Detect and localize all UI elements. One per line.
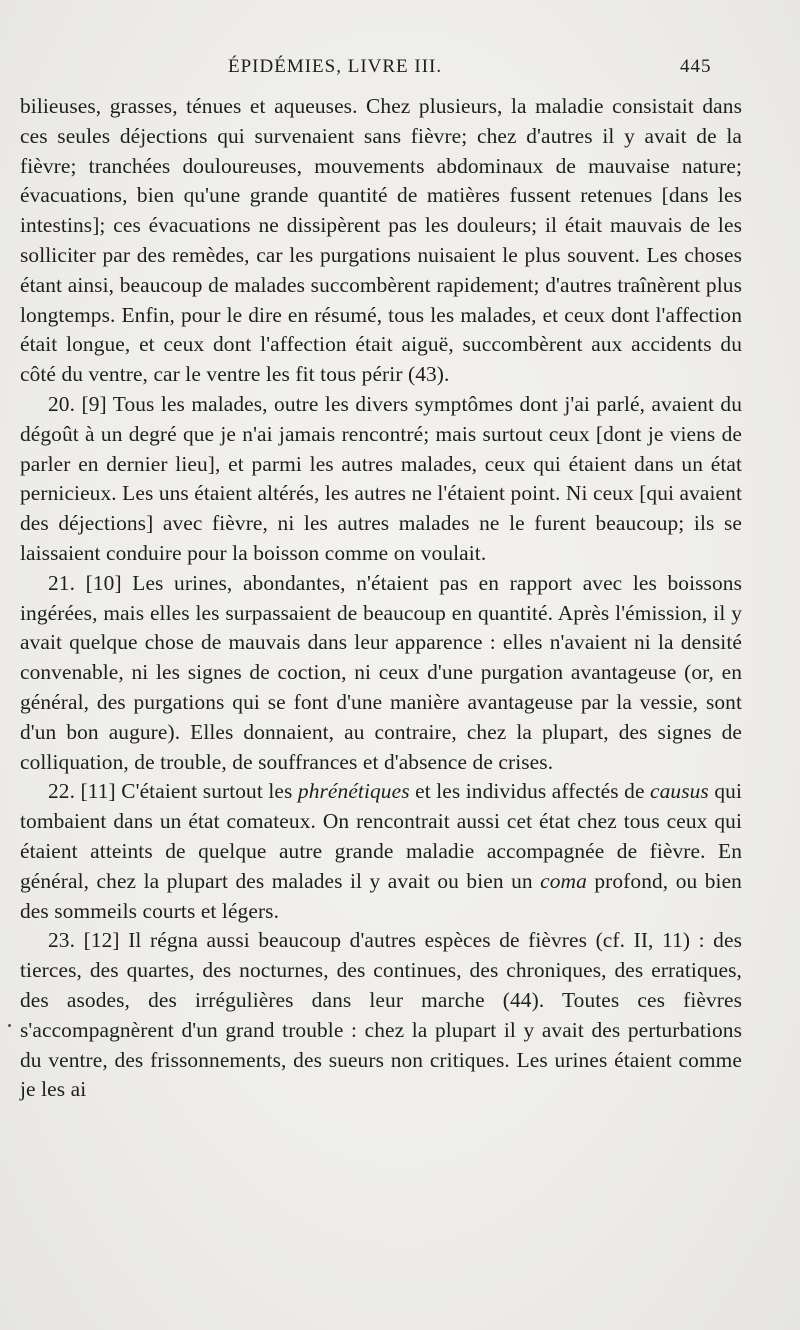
page-header	[0, 56, 800, 86]
section-marker: [10]	[85, 570, 122, 595]
paragraph-text: profond, ou bien des sommeils courts et légers.	[20, 868, 742, 923]
paragraph-continuation	[20, 92, 742, 390]
section-number: 20.	[48, 391, 76, 416]
paragraph-21	[20, 569, 742, 778]
paragraph-text: et les individus affectés de	[415, 779, 645, 804]
running-head: ÉPIDÉMIES, LIVRE III.	[228, 56, 443, 77]
section-number: 23.	[48, 928, 76, 953]
paragraph-text: C'étaient surtout les	[121, 779, 293, 804]
paragraph-20	[20, 390, 742, 569]
section-number: 21.	[48, 570, 76, 595]
margin-mark	[8, 1024, 11, 1027]
paragraph-23	[20, 926, 742, 1105]
section-number: 22.	[48, 779, 76, 804]
body-text	[20, 92, 742, 1105]
page-number: 445	[680, 56, 712, 77]
paragraph-22	[20, 777, 742, 926]
section-marker: [9]	[81, 391, 107, 416]
paragraph-text: Tous les malades, outre les divers symptômes dont j'ai parlé, avaient du dégoût à un degré que je n'ai jamais rencontré; mais surtout ceux [dont je viens de parler en dernier lieu], et parmi les autres malades, ceux qui étaient dans un état pernicieux. Les uns étaient altérés, les autres ne l'étaient point. Ni ceux [qui avaient des déjections] avec fièvre, ni les autres malades ne le furent beaucoup; ils se laissaient conduire pour la boisson comme on voulait.	[20, 391, 743, 565]
italic-term: causus	[650, 779, 709, 804]
section-marker: [11]	[80, 779, 116, 804]
paragraph-text: Il régna aussi beaucoup d'autres espèces de fièvres (cf. II, 11) : des tierces, des quartes, des nocturnes, des continues, des chroniques, des erratiques, des asodes, des irrégulières dans leur marche (44). Toutes ces fièvres s'accompagnèrent d'un grand trouble : chez la plupart il y avait des perturbations du ventre, des frissonnements, des sueurs non critiques. Les urines étaient comme je les ai	[20, 928, 742, 1102]
section-marker: [12]	[83, 928, 120, 953]
italic-term: phrénétiques	[297, 779, 410, 804]
paragraph-text: bilieuses, grasses, ténues et aqueuses. Chez plusieurs, la maladie consistait dans ces seules déjections qui survenaient sans fièvre; chez d'autres il y avait de la fièvre; tranchées douloureuses, mouvements abdominaux de mauvaise nature; évacuations, bien qu'une grande quantité de matières fussent retenues [dans les intestins]; ces évacuations ne dissipèrent pas les douleurs; il était mauvais de les solliciter par des remèdes, car les purgations nuisaient le plus souvent. Les choses étant ainsi, beaucoup de malades succombèrent rapidement; d'autres traînèrent plus longtemps. Enfin, pour le dire en résumé, tous les malades, et ceux dont l'affection était longue, et ceux dont l'affection était aiguë, succombèrent aux accidents du côté du ventre, car le ventre les fit tous périr (43).	[20, 94, 742, 387]
paragraph-text: qui tombaient dans un état comateux. On rencontrait aussi cet état chez tous ceux qui étaient atteints de quelque autre grande maladie accompagnée de fièvre. En général, chez la plupart des malades il y avait ou bien un	[20, 779, 742, 893]
paragraph-text: Les urines, abondantes, n'étaient pas en rapport avec les boissons ingérées, mais elles les surpassaient de beaucoup en quantité. Après l'émission, il y avait quelque chose de mauvais dans leur apparence : elles n'avaient ni la densité convenable, ni les signes de coction, ni ceux d'une purgation avantageuse (or, en général, des purgations qui se font d'une manière avantageuse par la vessie, sont d'un bon augure). Elles donnaient, au contraire, chez la plupart, des signes de colliquation, de trouble, de souffrances et d'absence de crises.	[20, 570, 742, 774]
italic-term: coma	[540, 868, 587, 893]
